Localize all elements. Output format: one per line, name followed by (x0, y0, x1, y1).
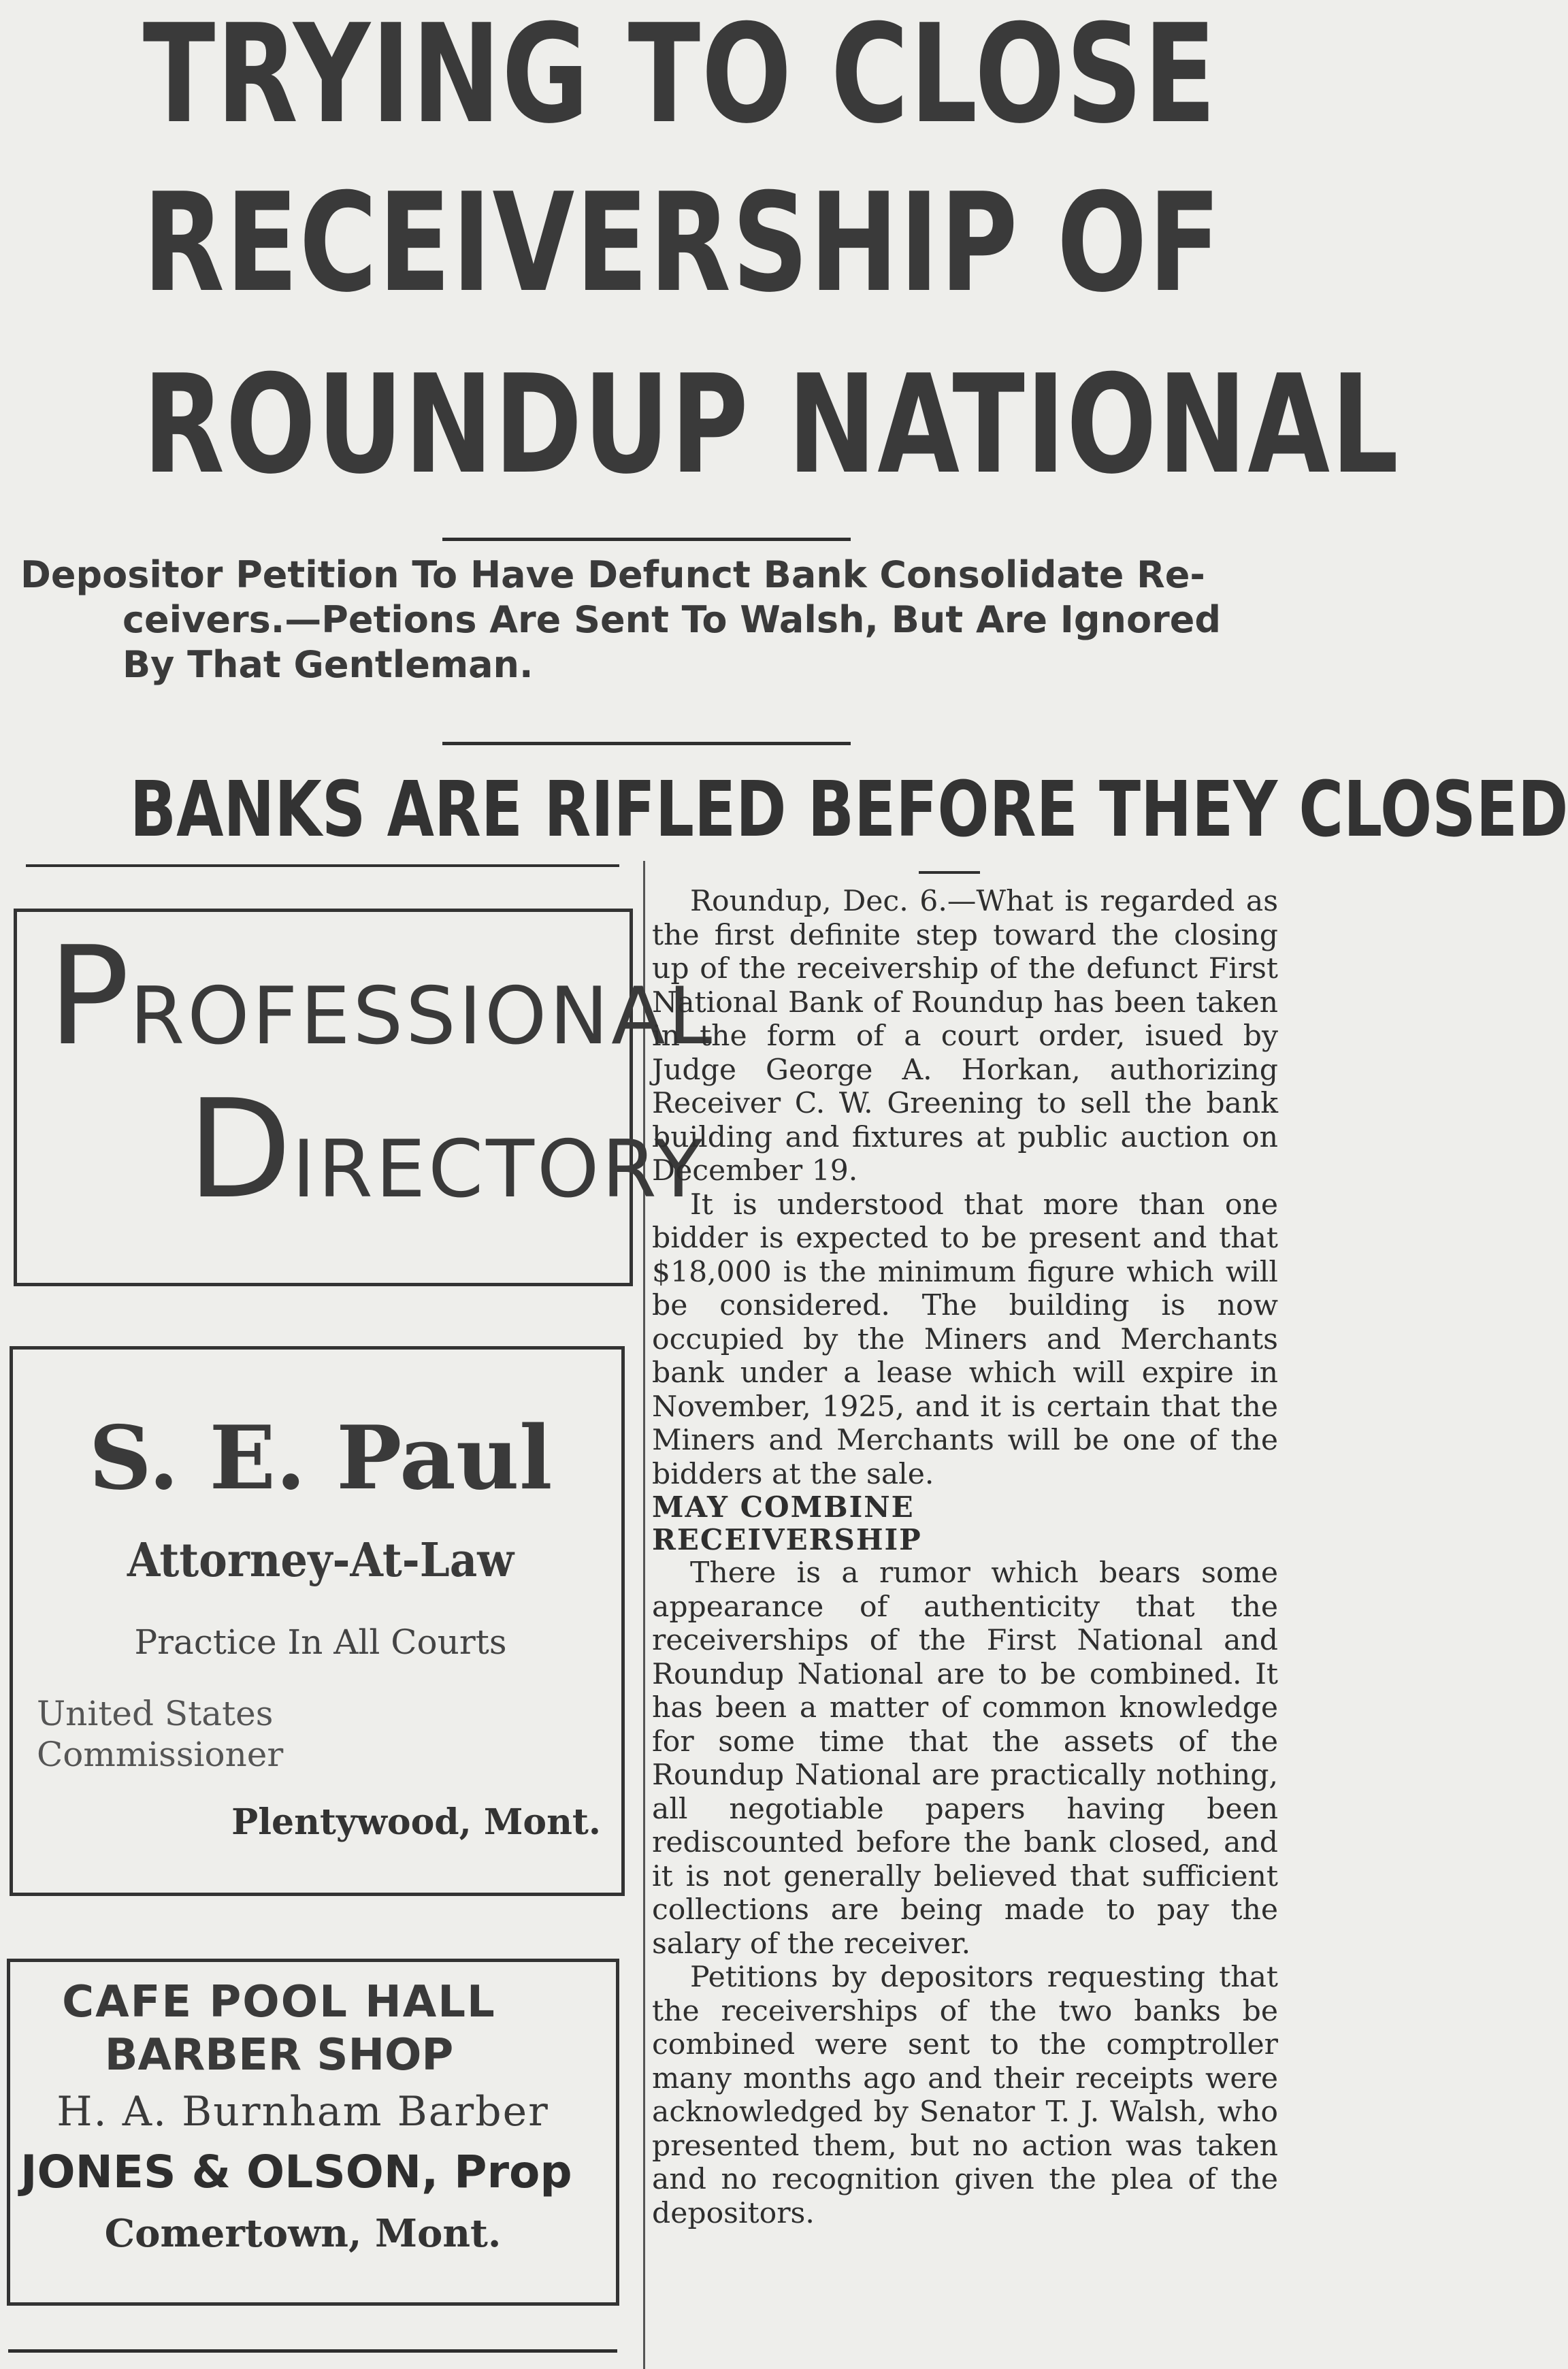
cafe-line-3: H. A. Burnham Barber (56, 2088, 549, 2136)
professional-letter-P: P (48, 917, 130, 1076)
article-paragraph-1: Roundup, Dec. 6.—What is regarded as the first definite step toward the closing up of the receivership of the defunct First National Bank of Roundup has been taken in the form of a court order, isued by Judge George A. Horkan, authorizing Receiver C. W. Greening to sell the bank building and fixtures at public auction on December 19. (652, 885, 1278, 1188)
article-paragraph-3: There is a rumor which bears some appearance of authenticity that the receiverships of the First National and Roundup National are to be combined. It has been a matter of common knowledge for some time that the assets of the Roundup National are practically nothing, all negotiable papers having been rediscounted before the bank closed, and it is not generally believed that sufficient collections are being made to pay the salary of the receiver. (652, 1556, 1278, 1961)
deck-line-3: By That Gentleman. (122, 643, 534, 686)
article-paragraph-4: Petitions by depositors requesting that the receiverships of the two banks be combined were sent to the comptroller many months ago and their receipts were acknowledged by Senator T. J. Walsh, who presented them, but no action was taken and no recognition given the plea of the depositors. (652, 1961, 1278, 2230)
cafe-line-1: CAFE POOL HALL (62, 1977, 496, 2027)
cafe-line-2: BARBER SHOP (104, 2030, 454, 2080)
next-ad-box-edge (8, 2349, 617, 2353)
article-body (652, 885, 1278, 2230)
subheadline: BANKS ARE RIFLED BEFORE THEY CLOSED (129, 766, 1568, 854)
deck-rule (442, 742, 851, 745)
headline-line-2: RECEIVERSHIP OF (142, 164, 1222, 323)
ad-attorney-practice: Practice In All Courts (134, 1622, 507, 1662)
professional-rest: ROFESSIONAL (129, 970, 715, 1062)
directory-letter-D: D (187, 1071, 293, 1229)
article-subhead-2: RECEIVERSHIP (652, 1523, 922, 1556)
article-subhead-1: MAY COMBINE (652, 1490, 915, 1524)
professional-directory-line-2 (187, 1071, 706, 1229)
cafe-line-5: Comertown, Mont. (104, 2211, 502, 2256)
ad-attorney-office-2: Commissioner (37, 1735, 284, 1774)
ad-attorney-title: Attorney-At-Law (127, 1533, 514, 1588)
deck-line-1: Depositor Petition To Have Defunct Bank Consolidate Re- (20, 553, 1205, 596)
ad-attorney-name: S. E. Paul (88, 1407, 553, 1509)
headline-line-3: ROUNDUP NATIONAL (142, 346, 1400, 504)
article-paragraph-2: It is understood that more than one bidder is expected to be present and that $18,000 is the minimum figure which will be considered. The building is now occupied by the Miners and Merchants bank under a lease which will expire in November, 1925, and it is certain that the Miners and Merchants will be one of the bidders at the sale. (652, 1188, 1278, 1491)
deck-line-2: ceivers.—Petions Are Sent To Walsh, But Are Ignored (122, 598, 1221, 641)
headline-line-1: TRYING TO CLOSE (142, 0, 1218, 154)
left-column-rule (26, 864, 619, 867)
ad-attorney-office-1: United States (37, 1694, 274, 1733)
article-start-rule (919, 871, 980, 874)
headline-rule (442, 538, 851, 541)
deck (20, 553, 1279, 687)
attorney-ad-box (10, 1346, 625, 1896)
cafe-line-4: JONES & OLSON, Prop (20, 2146, 572, 2198)
directory-rest: IRECTORY (292, 1124, 706, 1215)
professional-directory-box (14, 909, 715, 1286)
professional-directory-line-1 (48, 917, 715, 1076)
ad-attorney-location: Plentywood, Mont. (231, 1801, 601, 1843)
cafe-ad-box (7, 1959, 619, 2306)
